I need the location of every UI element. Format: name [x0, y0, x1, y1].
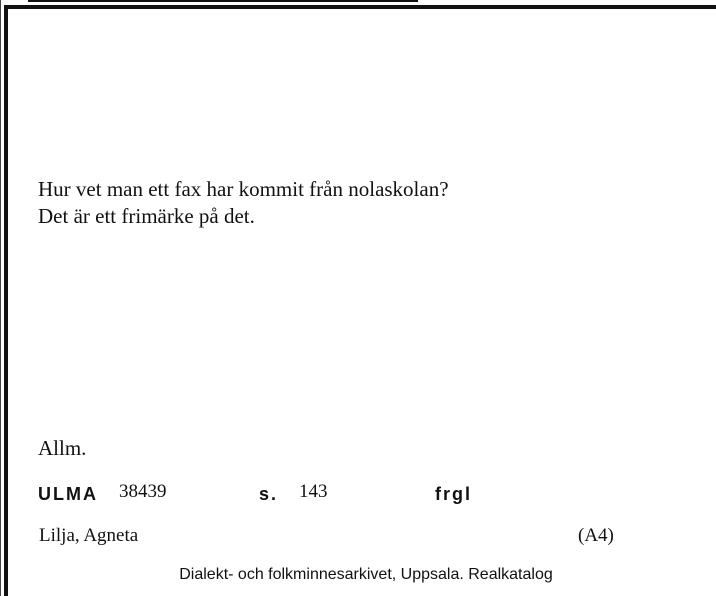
card-top-border	[4, 5, 716, 9]
category-label: Allm.	[38, 436, 87, 460]
page-number: 143	[299, 481, 328, 502]
card-left-border	[4, 5, 8, 596]
archive-footer	[0, 566, 716, 584]
body-line-question: Hur vet man ett fax har kommit från nolaskolan?	[38, 177, 449, 201]
paper-format: (A4)	[578, 525, 614, 546]
footer-text: Dialekt- och folkminnesarkivet, Uppsala. Realkatalog	[179, 566, 553, 583]
ulma-label: ULMA	[38, 484, 98, 504]
body-line-answer: Det är ett frimärke på det.	[38, 204, 255, 228]
collector-name: Lilja, Agneta	[39, 525, 139, 546]
genre-code: frgl	[435, 484, 472, 504]
ulma-number: 38439	[119, 481, 167, 502]
card-edge-line	[0, 0, 1, 596]
page-label: s.	[259, 484, 279, 504]
card-body-text	[38, 176, 449, 230]
top-stub-line	[28, 0, 418, 2]
